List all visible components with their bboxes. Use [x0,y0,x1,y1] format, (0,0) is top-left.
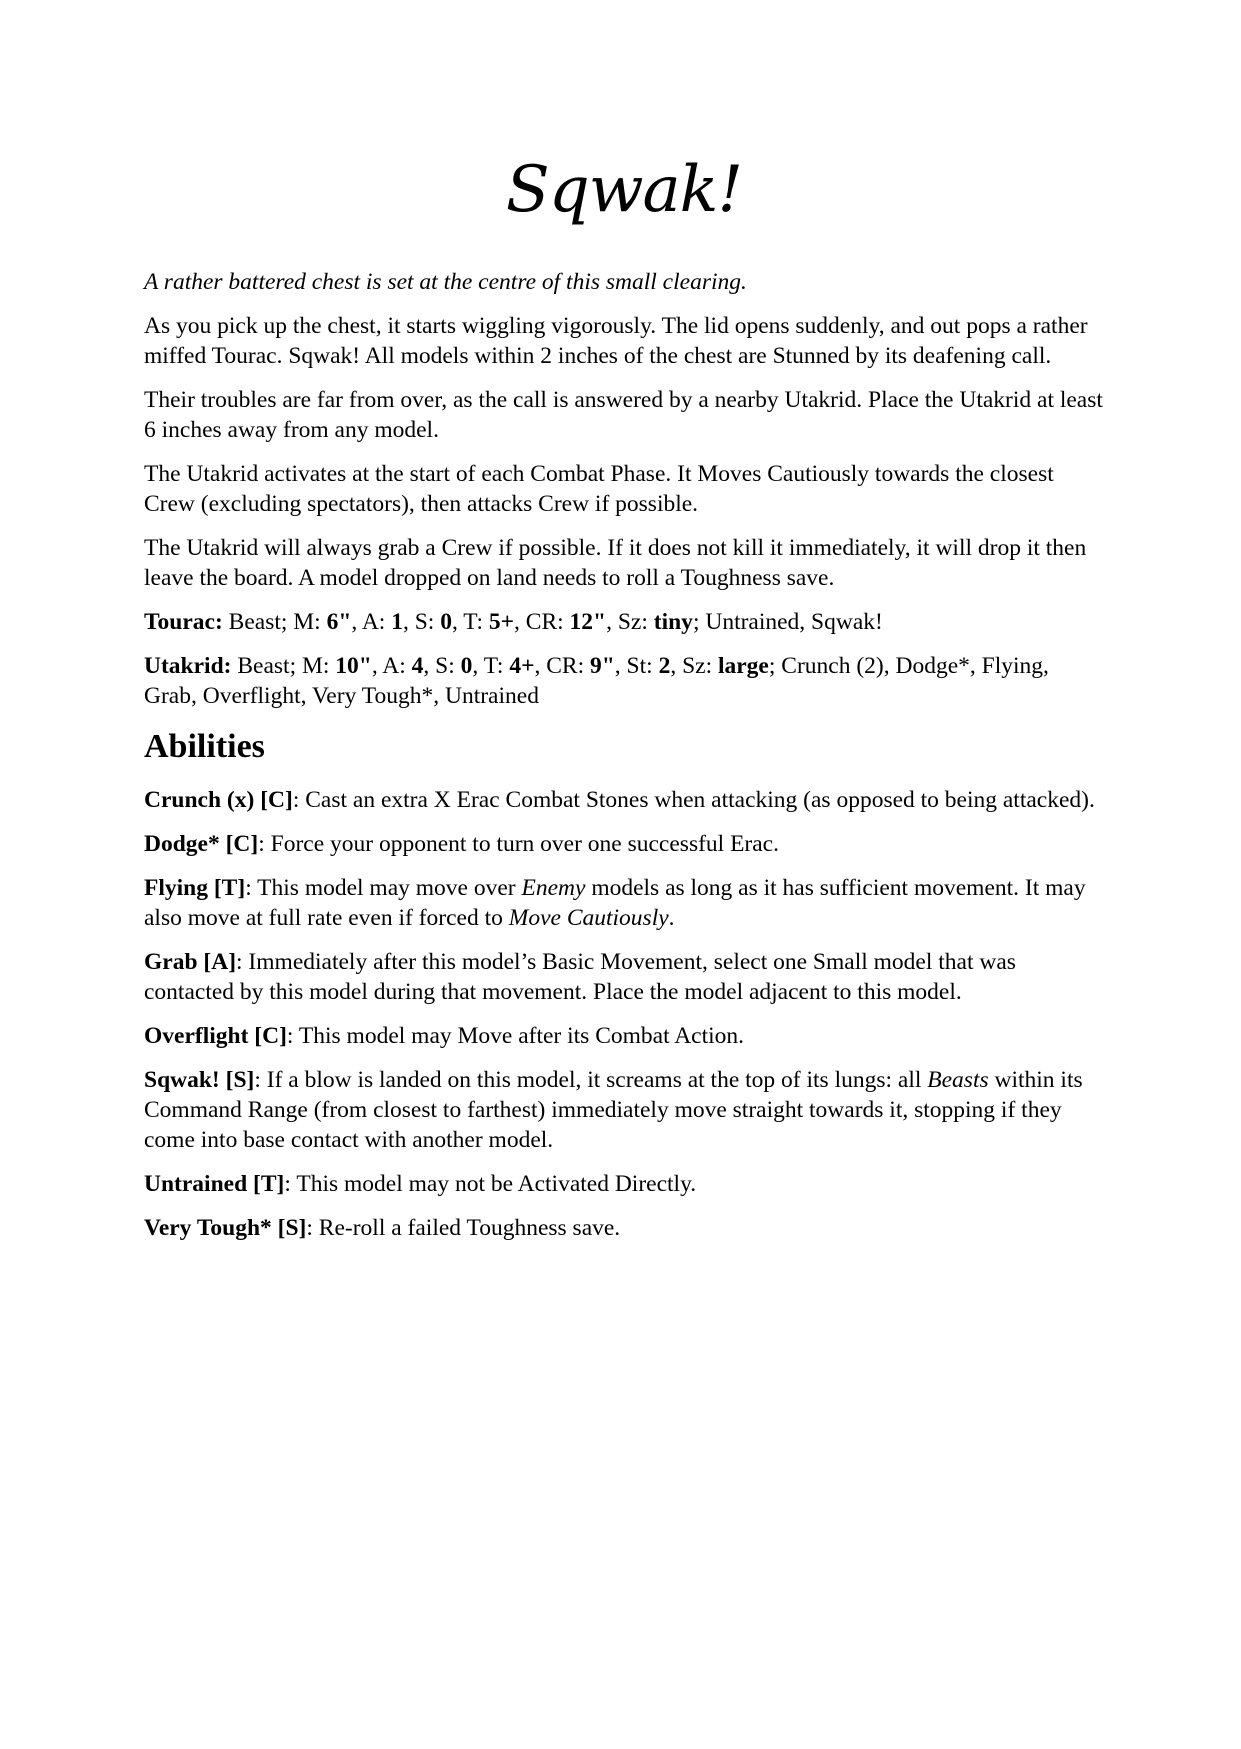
intro-text: A rather battered chest is set at the centre of this small clearing. [144,269,747,295]
utakrid-strength: 0 [460,653,473,679]
page-title: Sqwak! [505,153,743,227]
utakrid-name: Utakrid: [144,653,232,679]
story-paragraph-4: The Utakrid will always grab a Crew if possible. If it does not kill it immediately, it will drop it then leave the board. A model dropped on land needs to roll a Toughness save. [144,535,1087,591]
ability-name: Untrained [T] [144,1171,285,1197]
ability-text: : This model may not be Activated Directly. [284,1171,697,1197]
ability-name: Crunch (x) [C] [144,787,293,813]
ability-dodge [144,829,1104,859]
utakrid-size: large [717,653,769,679]
ability-text: : Immediately after this model’s Basic Movement, select one Small model that was contacted by this model during that movement. Place the model adjacent to this model. [144,949,1016,1005]
ability-name: Dodge* [C] [144,831,259,857]
ability-name: Overflight [C] [144,1023,287,1049]
ability-sqwak: Sqwak! [S]: If a blow is landed on this model, it screams at the top of its lungs: all Beasts within its Command Range (from closest to farthest) immediately move straight towards it, stopping if they come into base contact with another model. [144,1067,1083,1153]
tourac-size: tiny [653,609,693,635]
tourac-command-range: 12" [569,609,607,635]
ability-overflight [144,1021,1104,1051]
abilities-heading: Abilities [144,728,265,765]
ability-text: : Re-roll a failed Toughness save. [306,1215,621,1241]
utakrid-command-range: 9" [590,653,615,679]
tourac-strength: 0 [440,609,452,635]
utakrid-toughness: 4+ [509,653,535,679]
story-paragraph-2: Their troubles are far from over, as the call is answered by a nearby Utakrid. Place the Utakrid at least 6 inches away from any model. [144,387,1103,443]
document-page [144,0,1104,1257]
tourac-move: 6" [326,609,352,635]
story-paragraph-3: The Utakrid activates at the start of each Combat Phase. It Moves Cautiously towards the closest Crew (excluding spectators), then attacks Crew if possible. [144,461,1054,517]
ability-name: Flying [T] [144,875,246,901]
utakrid-stats: Utakrid: Beast; M: 10", A: 4, S: 0, T: 4+, CR: 9", St: 2, Sz: large; Crunch (2), Dodge*, Flying, Grab, Overflight, Very Tough*, Untrained [144,653,1049,709]
ability-very-tough [144,1213,1104,1243]
ability-flying: Flying [T]: This model may move over Enemy models as long as it has sufficient movement. It may also move at full rate even if forced to Move Cautiously. [144,875,1086,931]
tourac-attack: 1 [391,609,403,635]
utakrid-traits: ; Crunch (2), Dodge*, Flying, Grab, Overflight, Very Tough*, Untrained [144,653,1049,709]
ability-grab [144,947,1104,1007]
story-paragraph-1: As you pick up the chest, it starts wiggling vigorously. The lid opens suddenly, and out pops a rather miffed Tourac. Sqwak! All models within 2 inches of the chest are Stunned by its deafening call. [144,313,1088,369]
tourac-name: Tourac: [144,609,223,635]
tourac-toughness: 5+ [488,609,515,635]
ability-crunch [144,785,1104,815]
ability-text: : Force your opponent to turn over one successful Erac. [258,831,779,857]
utakrid-move: 10" [335,653,372,679]
utakrid-stamina: 2 [658,653,671,679]
utakrid-attack: 4 [411,653,424,679]
ability-name: Sqwak! [S] [144,1067,255,1093]
ability-name: Grab [A] [144,949,237,975]
ability-name: Very Tough* [S] [144,1215,307,1241]
ability-untrained [144,1169,1104,1199]
ability-text: : Cast an extra X Erac Combat Stones when attacking (as opposed to being attacked). [292,787,1095,813]
ability-text: : This model may Move after its Combat Action. [286,1023,745,1049]
tourac-traits: ; Untrained, Sqwak! [692,609,883,635]
tourac-stats: Tourac: Beast; M: 6", A: 1, S: 0, T: 5+, CR: 12", Sz: tiny; Untrained, Sqwak! [144,609,883,635]
